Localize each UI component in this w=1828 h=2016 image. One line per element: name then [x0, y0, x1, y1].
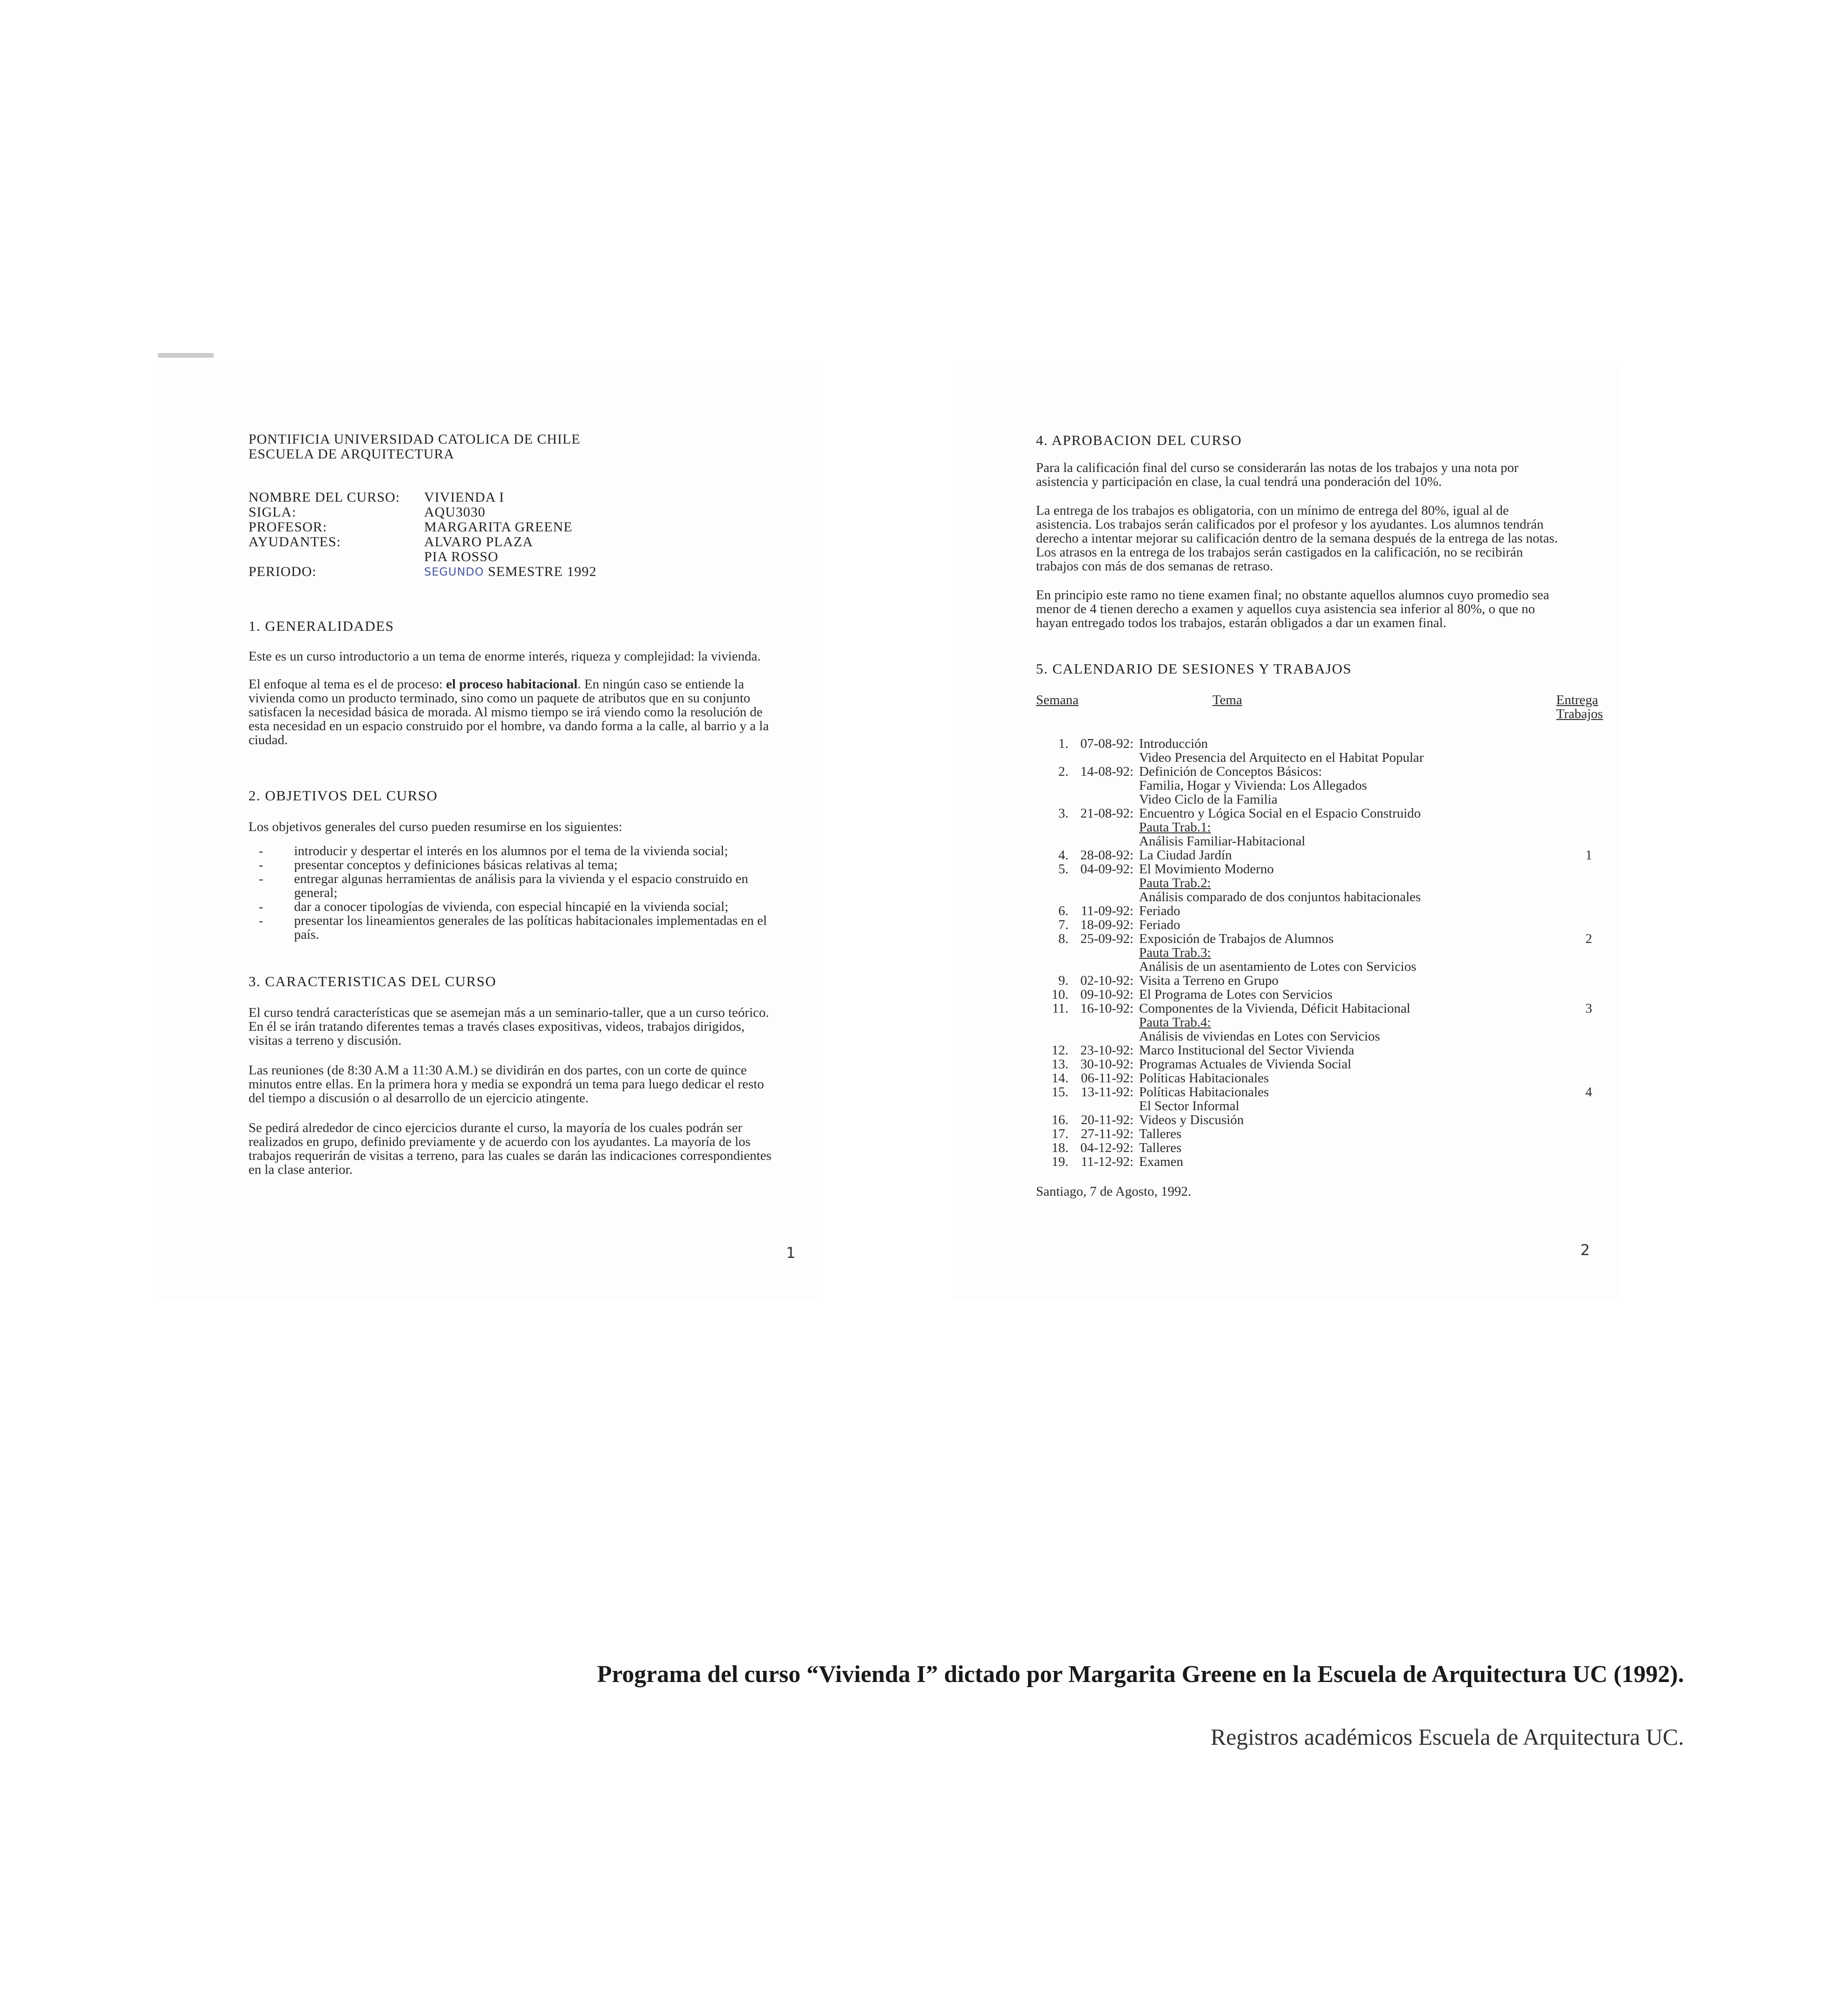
- calendar-week-number: [1036, 834, 1068, 848]
- calendar-entrega: [1570, 1015, 1607, 1029]
- calendar-date: 20-11-92:: [1081, 1113, 1133, 1127]
- calendar-entrega: 3: [1585, 1001, 1592, 1016]
- calendar-row: [1036, 1141, 1607, 1155]
- calendar-date: 18-09-92:: [1080, 917, 1133, 932]
- calendar-topic: Talleres: [1139, 1140, 1182, 1155]
- calendar-topic: Talleres: [1139, 1126, 1182, 1141]
- calendar-date: 06-11-92:: [1081, 1071, 1133, 1086]
- section-title-objetivos: 2. OBJETIVOS DEL CURSO: [249, 787, 438, 804]
- periodo-handwritten: SEGUNDO: [424, 565, 484, 578]
- calendar-week-number: [1036, 1029, 1068, 1043]
- calendar-date: [1068, 876, 1139, 890]
- calendar-row: [1036, 1155, 1607, 1169]
- calendar-entrega: [1570, 820, 1607, 834]
- objectives-list: [249, 844, 773, 942]
- paragraph: El curso tendrá características que se asemejan más a un seminario-taller, que a un curso teórico. En él se irán tratando diferentes temas a través clases expositivas, videos, trabajos dirigidos, visitas a terreno y discusión.: [249, 1005, 769, 1048]
- calendar-topic: Video Presencia del Arquitecto en el Habitat Popular: [1139, 750, 1424, 765]
- calendar-date: [1068, 1029, 1139, 1043]
- section-aprobacion: [1036, 461, 1566, 630]
- calendar-date: [1068, 751, 1139, 765]
- calendar-week-number: 10.: [1051, 987, 1068, 1002]
- section-title-caracteristicas: 3. CARACTERISTICAS DEL CURSO: [249, 973, 497, 989]
- paragraph: Los objetivos generales del curso pueden resumirse en los siguientes:: [249, 819, 622, 834]
- calendar-row: [1036, 918, 1607, 932]
- list-item-text: introducir y despertar el interés en los alumnos por el tema de la vivienda social;: [294, 844, 728, 858]
- calendar-week-number: [1036, 890, 1068, 904]
- calendar-topic-underlined: Pauta Trab.1:: [1139, 820, 1211, 835]
- calendar-row: [1036, 765, 1607, 779]
- calendar-week-number: [1036, 1015, 1068, 1029]
- calendar-entrega: [1570, 876, 1607, 890]
- calendar-entrega: [1570, 1071, 1607, 1085]
- calendar-week-number: 6.: [1058, 903, 1068, 918]
- periodo-row: [249, 564, 596, 579]
- calendar-week-number: [1036, 876, 1068, 890]
- calendar-week-number: 11.: [1052, 1001, 1068, 1016]
- paragraph: [249, 677, 773, 747]
- calendar-date: [1068, 1015, 1139, 1029]
- calendar-entrega: [1570, 946, 1607, 960]
- calendar-row: [1036, 792, 1607, 806]
- page-number: 1: [786, 1244, 796, 1262]
- column-header-semana: Semana: [1036, 693, 1079, 707]
- paragraph: Este es un curso introductorio a un tema de enorme interés, riqueza y complejidad: la vivienda.: [249, 649, 761, 664]
- calendar-entrega: [1570, 806, 1607, 820]
- calendar-topic: Análisis de un asentamiento de Lotes con Servicios: [1139, 959, 1416, 974]
- course-info-value: VIVIENDA I: [424, 490, 505, 505]
- calendar-entrega: [1570, 1141, 1607, 1155]
- calendar-entrega: 2: [1585, 931, 1592, 946]
- calendar-date: 07-08-92:: [1080, 736, 1133, 751]
- calendar-row: [1036, 876, 1607, 890]
- calendar-row: [1036, 751, 1607, 765]
- calendar-date: 27-11-92:: [1081, 1126, 1133, 1141]
- calendar-topic: Componentes de la Vivienda, Déficit Habitacional: [1139, 1001, 1410, 1016]
- course-info-key: [249, 550, 424, 564]
- calendar-table: [1036, 693, 1607, 1169]
- list-item-text: entregar algunas herramientas de análisis para la vivienda y el espacio construido en general;: [294, 871, 748, 900]
- calendar-entrega: [1570, 974, 1607, 988]
- calendar-row: [1036, 1113, 1607, 1127]
- calendar-date: 14-08-92:: [1080, 764, 1133, 779]
- list-item-text: presentar conceptos y definiciones básicas relativas al tema;: [294, 857, 618, 872]
- course-info-key: SIGLA:: [249, 504, 296, 520]
- calendar-topic: [1139, 820, 1570, 834]
- section-title-calendario: 5. CALENDARIO DE SESIONES Y TRABAJOS: [1036, 661, 1352, 677]
- calendar-entrega: [1570, 1113, 1607, 1127]
- calendar-week-number: [1036, 946, 1068, 960]
- calendar-topic: Visita a Terreno en Grupo: [1139, 973, 1279, 988]
- course-info-row: [249, 535, 596, 550]
- calendar-row: [1036, 806, 1607, 820]
- calendar-date: 11-09-92:: [1081, 903, 1133, 918]
- calendar-week-number: 13.: [1051, 1057, 1068, 1072]
- list-item-text: dar a conocer tipologías de vivienda, con especial hincapié en la vivienda social;: [294, 899, 728, 914]
- list-item: [249, 844, 773, 858]
- calendar-row: [1036, 737, 1607, 751]
- bullet-dash: -: [259, 844, 263, 858]
- calendar-row: [1036, 946, 1607, 960]
- calendar-row: [1036, 1029, 1607, 1043]
- column-header-entrega-line: Entrega: [1556, 693, 1599, 707]
- calendar-week-number: 16.: [1051, 1113, 1068, 1127]
- signoff: Santiago, 7 de Agosto, 1992.: [1036, 1184, 1192, 1199]
- periodo-key: PERIODO:: [249, 564, 317, 579]
- calendar-week-number: 19.: [1051, 1154, 1068, 1169]
- calendar-topic: El Sector Informal: [1139, 1099, 1239, 1113]
- calendar-topic: Políticas Habitacionales: [1139, 1085, 1269, 1100]
- calendar-topic: Análisis Familiar-Habitacional: [1139, 834, 1305, 849]
- calendar-topic: Programas Actuales de Vivienda Social: [1139, 1057, 1351, 1072]
- calendar-week-number: [1036, 779, 1068, 792]
- bullet-dash: -: [259, 871, 263, 886]
- calendar-row: [1036, 932, 1607, 946]
- calendar-row: [1036, 1071, 1607, 1085]
- calendar-entrega: [1570, 779, 1607, 792]
- calendar-header: [1036, 693, 1607, 722]
- column-header-entrega: [1556, 693, 1607, 722]
- course-info-key: AYUDANTES:: [249, 534, 341, 550]
- bullet-dash: -: [259, 899, 263, 914]
- calendar-entrega: [1570, 1029, 1607, 1043]
- document-page-2: [952, 362, 1621, 1301]
- calendar-entrega: 1: [1585, 848, 1592, 863]
- calendar-week-number: 3.: [1058, 806, 1068, 821]
- calendar-topic: Encuentro y Lógica Social en el Espacio Construido: [1139, 806, 1421, 821]
- calendar-date: 23-10-92:: [1080, 1043, 1133, 1058]
- institution-header: [249, 432, 580, 462]
- calendar-week-number: 4.: [1058, 848, 1068, 863]
- calendar-entrega: [1570, 1155, 1607, 1169]
- calendar-entrega: [1570, 765, 1607, 779]
- calendar-date: 11-12-92:: [1081, 1154, 1133, 1169]
- calendar-date: 04-12-92:: [1080, 1140, 1133, 1155]
- calendar-entrega: [1570, 834, 1607, 848]
- course-info-value: ALVARO PLAZA: [424, 534, 533, 550]
- section-title-aprobacion: 4. APROBACION DEL CURSO: [1036, 432, 1242, 448]
- calendar-entrega: [1570, 862, 1607, 876]
- calendar-topic: [1139, 876, 1570, 890]
- calendar-entrega: 4: [1585, 1085, 1592, 1100]
- calendar-week-number: 5.: [1058, 862, 1068, 877]
- section-title-generalidades: 1. GENERALIDADES: [249, 618, 394, 634]
- calendar-row: [1036, 1099, 1607, 1113]
- calendar-week-number: 18.: [1051, 1140, 1068, 1155]
- calendar-row: [1036, 1127, 1607, 1141]
- calendar-topic: Marco Institucional del Sector Vivienda: [1139, 1043, 1355, 1058]
- calendar-topic: El Programa de Lotes con Servicios: [1139, 987, 1333, 1002]
- calendar-row: [1036, 988, 1607, 1001]
- course-info-row: [249, 520, 596, 535]
- course-info: [249, 490, 596, 579]
- institution-line: ESCUELA DE ARQUITECTURA: [249, 446, 454, 462]
- calendar-topic-underlined: Pauta Trab.4:: [1139, 1015, 1211, 1030]
- list-item: [249, 858, 773, 872]
- column-header-entrega-line: Trabajos: [1556, 707, 1603, 721]
- calendar-week-number: 9.: [1058, 973, 1068, 988]
- calendar-week-number: 17.: [1051, 1126, 1068, 1141]
- calendar-date: [1068, 779, 1139, 792]
- calendar-date: 28-08-92:: [1080, 848, 1133, 863]
- calendar-date: 16-10-92:: [1080, 1001, 1133, 1016]
- calendar-row: [1036, 1057, 1607, 1071]
- calendar-entrega: [1570, 1127, 1607, 1141]
- course-info-row: [249, 505, 596, 520]
- bullet-dash: -: [259, 913, 263, 928]
- calendar-topic: Video Ciclo de la Familia: [1139, 792, 1278, 807]
- calendar-topic: Familia, Hogar y Vivienda: Los Allegados: [1139, 778, 1367, 793]
- calendar-date: [1068, 820, 1139, 834]
- course-info-row: [249, 490, 596, 505]
- section-objetivos: [249, 820, 773, 942]
- calendar-row: [1036, 834, 1607, 848]
- calendar-topic-underlined: Pauta Trab.2:: [1139, 876, 1211, 890]
- calendar-week-number: 1.: [1058, 736, 1068, 751]
- calendar-row: [1036, 848, 1607, 862]
- document-page-1: [153, 362, 818, 1301]
- calendar-entrega: [1570, 792, 1607, 806]
- calendar-entrega: [1570, 904, 1607, 918]
- calendar-entrega: [1570, 1099, 1607, 1113]
- calendar-date: 21-08-92:: [1080, 806, 1133, 821]
- figure-caption-source: Registros académicos Escuela de Arquitectura UC.: [1210, 1724, 1684, 1750]
- calendar-entrega: [1570, 737, 1607, 751]
- calendar-row: [1036, 1015, 1607, 1029]
- calendar-week-number: 8.: [1058, 931, 1068, 946]
- calendar-date: [1068, 792, 1139, 806]
- periodo-value: SEMESTRE 1992: [488, 564, 597, 579]
- calendar-topic: Políticas Habitacionales: [1139, 1071, 1269, 1086]
- calendar-date: 02-10-92:: [1080, 973, 1133, 988]
- calendar-week-number: 2.: [1058, 764, 1068, 779]
- list-item: [249, 872, 773, 900]
- calendar-date: 30-10-92:: [1080, 1057, 1133, 1072]
- calendar-topic: [1139, 946, 1570, 960]
- calendar-week-number: [1036, 960, 1068, 974]
- calendar-topic: Definición de Conceptos Básicos:: [1139, 764, 1322, 779]
- calendar-topic: Exposición de Trabajos de Alumnos: [1139, 931, 1334, 946]
- paragraph-bold: el proceso habitacional: [446, 677, 578, 692]
- calendar-row: [1036, 890, 1607, 904]
- institution-line: PONTIFICIA UNIVERSIDAD CATOLICA DE CHILE: [249, 432, 581, 447]
- course-info-key: NOMBRE DEL CURSO:: [249, 490, 400, 505]
- list-item: [249, 900, 773, 914]
- calendar-week-number: 7.: [1058, 917, 1068, 932]
- calendar-topic: Introducción: [1139, 736, 1208, 751]
- bullet-dash: -: [259, 857, 263, 872]
- calendar-date: 13-11-92:: [1081, 1085, 1133, 1100]
- calendar-topic: [1139, 1015, 1570, 1029]
- calendar-topic: Análisis de viviendas en Lotes con Servicios: [1139, 1029, 1380, 1044]
- calendar-entrega: [1570, 960, 1607, 974]
- calendar-row: [1036, 779, 1607, 792]
- paragraph: Para la calificación final del curso se considerarán las notas de los trabajos y una nota por asistencia y participación en clase, la cual tendrá una ponderación del 10%.: [1036, 460, 1519, 489]
- calendar-entrega: [1570, 988, 1607, 1001]
- calendar-row: [1036, 1001, 1607, 1015]
- paragraph-text: El enfoque al tema es el de proceso:: [249, 677, 446, 692]
- calendar-row: [1036, 820, 1607, 834]
- course-info-value: MARGARITA GREENE: [424, 519, 573, 535]
- calendar-topic: Feriado: [1139, 917, 1180, 932]
- calendar-date: 09-10-92:: [1080, 987, 1133, 1002]
- section-caracteristicas: [249, 1006, 778, 1177]
- calendar-row: [1036, 862, 1607, 876]
- calendar-week-number: 12.: [1051, 1043, 1068, 1058]
- list-item: [249, 914, 773, 942]
- course-info-value: PIA ROSSO: [424, 549, 498, 564]
- figure-caption-title: Programa del curso “Vivienda I” dictado por Margarita Greene en la Escuela de Arquitectura UC (1992).: [597, 1661, 1684, 1688]
- calendar-topic: Feriado: [1139, 903, 1180, 918]
- course-info-row: [249, 550, 596, 564]
- scan-corner-mark: [158, 353, 214, 358]
- calendar-entrega: [1570, 1057, 1607, 1071]
- calendar-topic: Examen: [1139, 1154, 1184, 1169]
- calendar-row: [1036, 974, 1607, 988]
- calendar-row: [1036, 904, 1607, 918]
- calendar-topic: La Ciudad Jardín: [1139, 848, 1232, 863]
- paragraph-text: . En ningún caso se entiende la vivienda como un producto terminado, sino como un paquete de atributos que en su conjunto satisfacen la necesidad básica de morada. Al mismo tiempo se irá viendo como la resolución de esta necesidad en un espacio construido por el hombre, va dando forma a la calle, al barrio y a la ciudad.: [249, 677, 769, 747]
- paragraph: La entrega de los trabajos es obligatoria, con un mínimo de entrega del 80%, igual al de asistencia. Los trabajos serán calificados por el profesor y los ayudantes. Los alumnos tendrán derecho a intentar mejorar su calificación dentro de la semana después de la entrega de las notas. Los atrasos en la entrega de los trabajos serán castigados en la calificación, no se recibirán trabajos con más de dos semanas de retraso.: [1036, 503, 1558, 574]
- calendar-body: [1036, 737, 1607, 1169]
- calendar-entrega: [1570, 890, 1607, 904]
- calendar-date: 25-09-92:: [1080, 931, 1133, 946]
- calendar-entrega: [1570, 918, 1607, 932]
- calendar-date: [1068, 946, 1139, 960]
- calendar-entrega: [1570, 1043, 1607, 1057]
- column-header-tema: Tema: [1212, 693, 1242, 707]
- calendar-date: [1068, 960, 1139, 974]
- calendar-date: [1068, 890, 1139, 904]
- calendar-date: [1068, 834, 1139, 848]
- paragraph: Las reuniones (de 8:30 A.M a 11:30 A.M.) se dividirán en dos partes, con un corte de quince minutos entre ellas. En la primera hora y media se expondrá un tema para luego dedicar el resto del tiempo a discusión o al desarrollo de un ejercicio atingente.: [249, 1063, 764, 1106]
- course-info-value: AQU3030: [424, 504, 485, 520]
- calendar-week-number: 15.: [1051, 1085, 1068, 1100]
- calendar-week-number: [1036, 792, 1068, 806]
- paragraph: Se pedirá alrededor de cinco ejercicios durante el curso, la mayoría de los cuales podrán ser realizados en grupo, definido previamente y de acuerdo con los ayudantes. La mayoría de los trabajos requerirán de visitas a terreno, para las cuales se darán las indicaciones correspondientes en la clase anterior.: [249, 1120, 772, 1177]
- paragraph: En principio este ramo no tiene examen final; no obstante aquellos alumnos cuyo promedio sea menor de 4 tienen derecho a examen y aquellos cuya asistencia sea inferior al 80%, o que no hayan entregado todos los trabajos, estarán obligados a dar un examen final.: [1036, 588, 1549, 630]
- section-generalidades: [249, 649, 773, 747]
- calendar-topic-underlined: Pauta Trab.3:: [1139, 945, 1211, 960]
- calendar-date: [1068, 1099, 1139, 1113]
- calendar-date: 04-09-92:: [1080, 862, 1133, 877]
- calendar-topic: Análisis comparado de dos conjuntos habitacionales: [1139, 890, 1421, 904]
- course-info-key: PROFESOR:: [249, 519, 328, 535]
- calendar-row: [1036, 1085, 1607, 1099]
- calendar-topic: El Movimiento Moderno: [1139, 862, 1274, 877]
- calendar-week-number: [1036, 1099, 1068, 1113]
- calendar-entrega: [1570, 751, 1607, 765]
- calendar-week-number: 14.: [1051, 1071, 1068, 1086]
- calendar-row: [1036, 960, 1607, 974]
- calendar-week-number: [1036, 820, 1068, 834]
- calendar-week-number: [1036, 751, 1068, 765]
- list-item-text: presentar los lineamientos generales de las políticas habitacionales implementadas en el país.: [294, 913, 767, 942]
- page-number: 2: [1580, 1241, 1590, 1259]
- calendar-topic: Videos y Discusión: [1139, 1113, 1244, 1127]
- calendar-row: [1036, 1043, 1607, 1057]
